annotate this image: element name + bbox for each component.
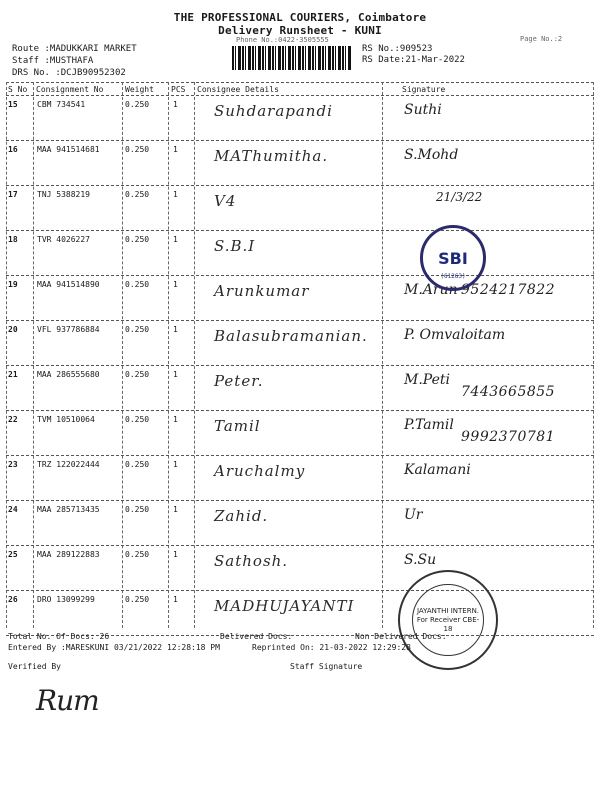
col-header-consignee: Consignee Details: [197, 85, 279, 94]
table-row: [6, 501, 594, 546]
consignment-number: VFL 937786884: [37, 325, 100, 334]
pieces-count: 1: [173, 550, 178, 559]
consignment-number: CBM 734541: [37, 100, 86, 109]
consignee-name: Peter.: [214, 372, 264, 390]
table-row: [6, 276, 594, 321]
serial-number: 16: [8, 145, 18, 154]
receiver-stamp-text: JAYANTHI INTERN. For Receiver CBE-18: [412, 584, 484, 656]
phone-number: Phone No.:0422-3505555: [236, 36, 329, 44]
consignment-number: TNJ 5388219: [37, 190, 90, 199]
table-row: [6, 96, 594, 141]
consignment-number: DRO 13099299: [37, 595, 95, 604]
consignment-number: MAA 285713435: [37, 505, 100, 514]
weight-value: 0.250: [125, 370, 150, 379]
consignee-name: Zahid.: [214, 507, 269, 525]
consignee-name: Tamil: [214, 417, 261, 435]
route-info: Route :MADUKKARI MARKET: [12, 44, 137, 54]
table-row: [6, 546, 594, 591]
sbi-stamp-code: (61263): [440, 273, 466, 280]
non-delivered-docs: Non Delivered Docs:: [355, 632, 447, 641]
consignee-name: Arunkumar: [214, 282, 310, 300]
weight-value: 0.250: [125, 595, 150, 604]
consignee-name: MAThumitha.: [214, 147, 329, 165]
total-docs: Total No. Of Docs: 26: [8, 632, 110, 641]
runsheet-subtitle: Delivery Runsheet - KUNI: [218, 24, 382, 37]
consignment-number: TVR 4026227: [37, 235, 90, 244]
consignment-number: MAA 941514890: [37, 280, 100, 289]
consignee-name: Sathosh.: [214, 552, 289, 570]
receiver-signature: P.Tamil: [404, 417, 454, 433]
consignment-number: TVM 10510064: [37, 415, 95, 424]
consignment-number: MAA 941514681: [37, 145, 100, 154]
weight-value: 0.250: [125, 460, 150, 469]
table-row: [6, 141, 594, 186]
consignment-number: MAA 286555680: [37, 370, 100, 379]
weight-value: 0.250: [125, 280, 150, 289]
pieces-count: 1: [173, 460, 178, 469]
weight-value: 0.250: [125, 325, 150, 334]
page-number: Page No.:2: [520, 35, 563, 43]
pieces-count: 1: [173, 505, 178, 514]
table-row: [6, 411, 594, 456]
receiver-phone: 9992370781: [461, 429, 556, 445]
rs-date: RS Date:21-Mar-2022: [362, 55, 465, 65]
serial-number: 22: [8, 415, 18, 424]
reprinted-on: Reprinted On: 21-03-2022 12:29:28: [252, 643, 411, 652]
table-row: [6, 456, 594, 501]
table-row: [6, 591, 594, 636]
receiver-signature: P. Omvaloitam: [404, 327, 506, 343]
serial-number: 25: [8, 550, 18, 559]
pieces-count: 1: [173, 370, 178, 379]
consignment-number: TRZ 122022444: [37, 460, 100, 469]
weight-value: 0.250: [125, 100, 150, 109]
receiver-signature: Kalamani: [404, 462, 471, 478]
col-header-pcs: PCS: [171, 85, 186, 94]
sbi-stamp: [420, 225, 486, 291]
pieces-count: 1: [173, 190, 178, 199]
weight-value: 0.250: [125, 550, 150, 559]
staff-info: Staff :MUSTHAFA: [12, 56, 94, 66]
entered-by: Entered By :MARESKUNI 03/21/2022 12:28:18 PM: [8, 643, 220, 652]
table-row: [6, 186, 594, 231]
pieces-count: 1: [173, 280, 178, 289]
serial-number: 19: [8, 280, 18, 289]
weight-value: 0.250: [125, 505, 150, 514]
company-title: THE PROFESSIONAL COURIERS, Coimbatore: [173, 11, 427, 24]
consignee-name: MADHUJAYANTI: [214, 597, 355, 615]
pieces-count: 1: [173, 325, 178, 334]
receiver-phone: 7443665855: [461, 384, 556, 400]
serial-number: 23: [8, 460, 18, 469]
pieces-count: 1: [173, 415, 178, 424]
consignee-name: V4: [214, 192, 237, 210]
sbi-stamp-label: SBI: [438, 248, 468, 268]
receiver-signature: Suthi: [404, 102, 442, 118]
serial-number: 24: [8, 505, 18, 514]
table-row: [6, 321, 594, 366]
weight-value: 0.250: [125, 145, 150, 154]
col-header-signature: Signature: [402, 85, 446, 94]
consignee-name: Suhdarapandi: [214, 102, 333, 120]
col-header-consignment: Consignment No: [36, 85, 104, 94]
pieces-count: 1: [173, 235, 178, 244]
serial-number: 21: [8, 370, 18, 379]
receiver-phone: 9524217822: [461, 282, 556, 298]
runsheet-table: [6, 82, 594, 628]
staff-signature-label: Staff Signature: [290, 662, 363, 671]
receiver-signature: S.Su: [404, 552, 437, 568]
serial-number: 15: [8, 100, 18, 109]
delivered-docs: Delivered Docs:: [220, 632, 293, 641]
consignee-name: S.B.I: [214, 237, 256, 255]
rs-number: RS No.:909523: [362, 44, 433, 54]
pieces-count: 1: [173, 145, 178, 154]
table-row: [6, 366, 594, 411]
table-rule: [6, 82, 594, 83]
receiver-signature: Ur: [404, 507, 423, 523]
pieces-count: 1: [173, 100, 178, 109]
barcode: [232, 46, 352, 70]
table-row: [6, 231, 594, 276]
consignment-number: MAA 289122883: [37, 550, 100, 559]
receiver-signature: S.Mohd: [404, 147, 459, 163]
receiver-signature: M.Arun: [404, 282, 458, 298]
drs-number: DRS No. :DCJB90952302: [12, 68, 126, 78]
consignee-name: Balasubramanian.: [214, 327, 368, 345]
weight-value: 0.250: [125, 235, 150, 244]
verifier-signature: Rum: [36, 684, 99, 717]
receiver-stamp: [398, 570, 498, 670]
col-header-weight: Weight: [125, 85, 154, 94]
serial-number: 26: [8, 595, 18, 604]
consignee-name: Aruchalmy: [214, 462, 306, 480]
pieces-count: 1: [173, 595, 178, 604]
serial-number: 18: [8, 235, 18, 244]
verified-by-label: Verified By: [8, 662, 61, 671]
serial-number: 20: [8, 325, 18, 334]
receiver-signature: M.Peti: [404, 372, 450, 388]
weight-value: 0.250: [125, 415, 150, 424]
serial-number: 17: [8, 190, 18, 199]
weight-value: 0.250: [125, 190, 150, 199]
col-header-sno: S No: [8, 85, 28, 94]
receiver-date-note: 21/3/22: [436, 190, 483, 204]
